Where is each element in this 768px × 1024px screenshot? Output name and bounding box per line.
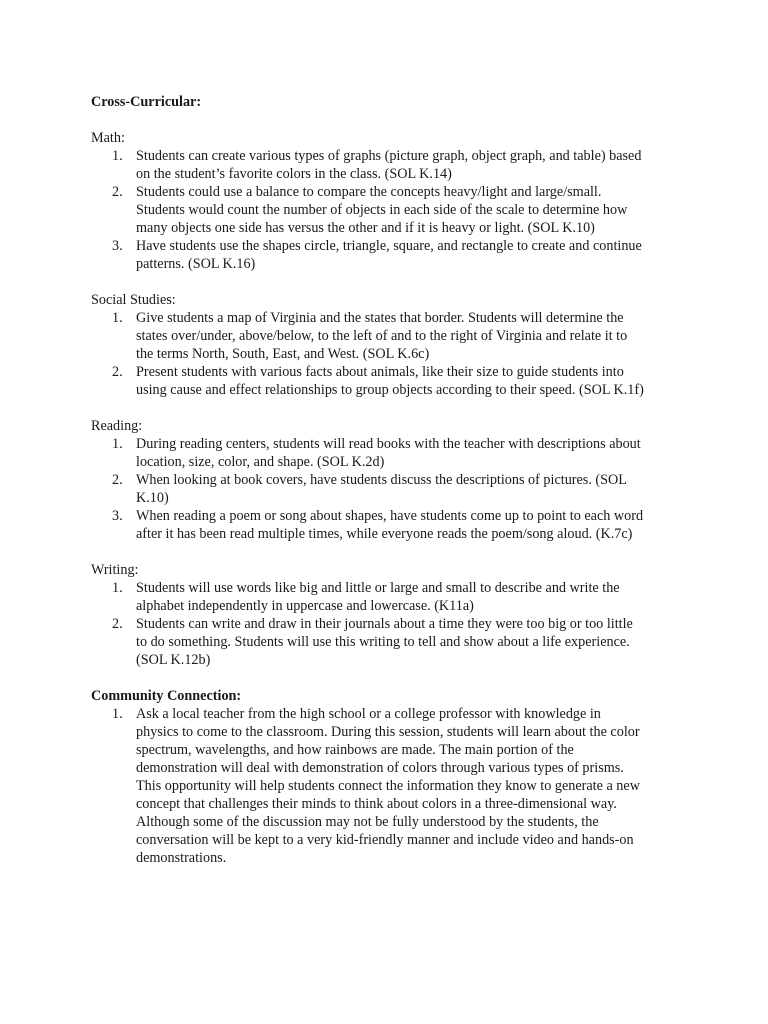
list-item-number: 1. <box>112 706 123 722</box>
list-item-number: 1. <box>112 310 123 326</box>
spacer <box>91 273 691 291</box>
writing-section-label: Writing: <box>91 562 139 578</box>
list-item-number: 2. <box>112 472 123 488</box>
list-item-number: 2. <box>112 616 123 632</box>
document-page <box>91 93 691 867</box>
reading-section-label: Reading: <box>91 418 143 434</box>
list-item-text: During reading centers, students will read books with the teacher with descriptions about location, size, color, and shape. (SOL K.2d) <box>136 436 641 470</box>
math-section-label: Math: <box>91 130 125 146</box>
list-item-number: 2. <box>112 184 123 200</box>
list-item <box>91 237 691 273</box>
list-item <box>91 471 691 507</box>
list-item <box>91 507 691 543</box>
list-item <box>91 579 691 615</box>
list-item <box>91 183 691 237</box>
list-item <box>91 435 691 471</box>
spacer <box>91 111 691 129</box>
list-item-text: Ask a local teacher from the high school or a college professor with knowledge in physics to come to the classroom. During this session, students will learn about the color spectrum, wavelengths, and how rainbows are made. The main portion of the demonstration will deal with demonstration of colors through various types of prisms. This opportunity will help students connect the information they know to generate a new concept that challenges their minds to think about colors in a three-dimensional way. Although some of the discussion may not be fully understood by the students, the conversation will be kept to a very kid-friendly manner and include video and hands-on demonstrations. <box>136 706 640 866</box>
list-item-text: When reading a poem or song about shapes, have students come up to point to each word after it has been read multiple times, while everyone reads the poem/song aloud. (K.7c) <box>136 508 644 542</box>
spacer <box>91 543 691 561</box>
list-item-text: Present students with various facts about animals, like their size to guide students into using cause and effect relationships to group objects according to their speed. (SOL K.1f) <box>136 364 644 398</box>
writing-list <box>91 579 691 669</box>
math-list <box>91 147 691 273</box>
list-item-text: Students can write and draw in their journals about a time they were too big or too little to do something. Students will use this writing to tell and show about a life experience. (SOL K.12b) <box>136 616 633 668</box>
list-item <box>91 615 691 669</box>
list-item-number: 1. <box>112 436 123 452</box>
list-item-number: 1. <box>112 580 123 596</box>
list-item-number: 1. <box>112 148 123 164</box>
social-studies-section-label: Social Studies: <box>91 292 176 308</box>
list-item-text: Have students use the shapes circle, triangle, square, and rectangle to create and continue patterns. (SOL K.16) <box>136 238 642 272</box>
social-studies-list <box>91 309 691 399</box>
community-connection-heading: Community Connection: <box>91 688 242 704</box>
list-item-text: Give students a map of Virginia and the states that border. Students will determine the states over/under, above/below, to the left of and to the right of Virginia and relate it to the terms North, South, East, and West. (SOL K.6c) <box>136 310 628 362</box>
list-item-text: Students will use words like big and little or large and small to describe and write the alphabet independently in uppercase and lowercase. (K11a) <box>136 580 620 614</box>
spacer <box>91 669 691 687</box>
list-item <box>91 363 691 399</box>
list-item-number: 3. <box>112 508 123 524</box>
list-item-text: Students can create various types of graphs (picture graph, object graph, and table) based on the student’s favorite colors in the class. (SOL K.14) <box>136 148 642 182</box>
list-item-number: 3. <box>112 238 123 254</box>
community-connection-list <box>91 705 691 867</box>
list-item <box>91 705 691 867</box>
spacer <box>91 399 691 417</box>
cross-curricular-heading: Cross-Curricular: <box>91 94 202 110</box>
list-item-text: When looking at book covers, have students discuss the descriptions of pictures. (SOL K.10) <box>136 472 627 506</box>
list-item <box>91 309 691 363</box>
reading-list <box>91 435 691 543</box>
list-item-number: 2. <box>112 364 123 380</box>
list-item-text: Students could use a balance to compare the concepts heavy/light and large/small. Students would count the number of objects in each side of the scale to determine how many objects one side has versus the other and if it is heavy or light. (SOL K.10) <box>136 184 628 236</box>
list-item <box>91 147 691 183</box>
